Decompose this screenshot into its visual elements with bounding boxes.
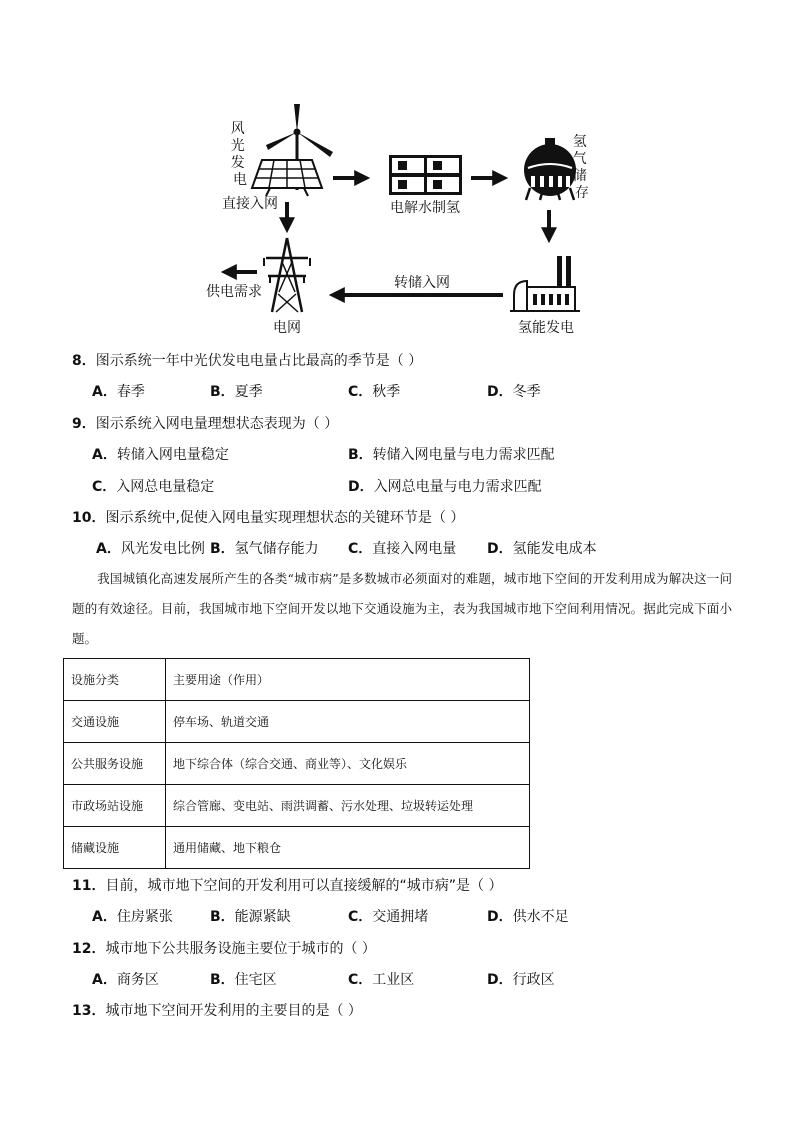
question-text: 城市地下空间开发利用的主要目的是（ ） (105, 1003, 362, 1019)
question-number: 10． (72, 510, 106, 526)
table-cell: 公共服务设施 (64, 743, 166, 785)
question-9 (72, 414, 338, 434)
option-a[interactable]: A．转储入网电量稳定 (92, 447, 229, 463)
table-row (64, 827, 530, 869)
storage-char-4: 存 (575, 185, 589, 201)
storage-char-2: 气 (572, 151, 587, 167)
table-cell: 停车场、轨道交通 (166, 701, 530, 743)
option-d[interactable]: D．氢能发电成本 (487, 541, 597, 557)
supply-demand-label: 供电需求 (206, 284, 262, 300)
wind-solar-label (231, 121, 249, 188)
table-cell: 储藏设施 (64, 827, 166, 869)
question-13 (72, 1001, 362, 1021)
table-row (64, 743, 530, 785)
transfer-grid-label: 转储入网 (394, 275, 450, 291)
grid-label: 电网 (273, 320, 301, 336)
wind-solar-char-2: 光 (230, 138, 245, 154)
grid-tower-icon (264, 238, 310, 312)
option-a[interactable]: A．春季 (92, 384, 145, 400)
question-text: 城市地下公共服务设施主要位于城市的（ ） (105, 941, 376, 957)
option-b[interactable]: B．住宅区 (210, 972, 277, 988)
table-cell: 设施分类 (64, 659, 166, 701)
hydrogen-storage-label (573, 134, 591, 201)
option-b[interactable]: B．氢气储存能力 (210, 541, 319, 557)
option-d[interactable]: D．冬季 (487, 384, 541, 400)
electrolysis-icon (389, 155, 462, 195)
reading-passage (72, 564, 732, 654)
table-cell: 通用储藏、地下粮仓 (166, 827, 530, 869)
question-number: 13． (72, 1003, 106, 1019)
direct-grid-label: 直接入网 (222, 196, 278, 212)
table-cell: 市政场站设施 (64, 785, 166, 827)
question-number: 11． (72, 878, 106, 894)
wind-solar-icon (252, 104, 333, 196)
option-c[interactable]: C．入网总电量稳定 (92, 479, 215, 495)
option-c[interactable]: C．交通拥堵 (348, 909, 429, 925)
energy-flow-diagram (0, 0, 794, 345)
question-text: 图示系统入网电量理想状态表现为（ ） (95, 416, 339, 432)
option-c[interactable]: C．工业区 (348, 972, 415, 988)
option-a[interactable]: A．住房紧张 (92, 909, 173, 925)
electrolysis-label: 电解水制氢 (390, 200, 460, 216)
table-cell: 综合管廊、变电站、雨洪调蓄、污水处理、垃圾转运处理 (166, 785, 530, 827)
option-d[interactable]: D．供水不足 (487, 909, 569, 925)
option-a[interactable]: A．商务区 (92, 972, 159, 988)
hydrogen-power-label: 氢能发电 (518, 320, 574, 336)
table-cell: 地下综合体（综合交通、商业等）、文化娱乐 (166, 743, 530, 785)
option-c[interactable]: C．秋季 (348, 384, 401, 400)
wind-solar-char-4: 电 (233, 172, 247, 188)
question-11 (72, 876, 502, 896)
question-number: 8． (72, 353, 96, 369)
option-d[interactable]: D．入网总电量与电力需求匹配 (348, 479, 542, 495)
table-cell: 主要用途（作用） (166, 659, 530, 701)
question-12 (72, 939, 376, 959)
question-10 (72, 508, 464, 528)
option-c[interactable]: C．直接入网电量 (348, 541, 457, 557)
question-text: 图示系统一年中光伏发电电量占比最高的季节是（ ） (95, 353, 423, 369)
question-number: 9． (72, 416, 96, 432)
table-row (64, 785, 530, 827)
question-text: 目前，城市地下空间的开发利用可以直接缓解的“城市病”是（ ） (105, 878, 503, 894)
storage-char-1: 氢 (572, 134, 587, 150)
table-row (64, 659, 530, 701)
storage-char-3: 储 (572, 168, 587, 184)
table-row (64, 701, 530, 743)
question-8 (72, 351, 422, 371)
facility-table (63, 658, 530, 869)
power-plant-icon (510, 256, 580, 311)
wind-solar-char-3: 发 (230, 155, 245, 171)
hydrogen-tank-icon (524, 138, 576, 200)
passage-text: 我国城镇化高速发展所产生的各类“城市病”是多数城市必须面对的难题，城市地下空间的开发利用成为解决这一问题的有效途径。目前，我国城市地下空间开发以地下交通设施为主，表为我国城市地下空间利用情况。据此完成下面小题。 (72, 571, 732, 646)
question-number: 12． (72, 941, 106, 957)
table-cell: 交通设施 (64, 701, 166, 743)
option-b[interactable]: B．转储入网电量与电力需求匹配 (348, 447, 555, 463)
wind-solar-char-1: 风 (230, 121, 245, 137)
option-d[interactable]: D．行政区 (487, 972, 555, 988)
option-a[interactable]: A．风光发电比例 (96, 541, 205, 557)
question-text: 图示系统中,促使入网电量实现理想状态的关键环节是（ ） (105, 510, 465, 526)
option-b[interactable]: B．夏季 (210, 384, 263, 400)
option-b[interactable]: B．能源紧缺 (210, 909, 291, 925)
